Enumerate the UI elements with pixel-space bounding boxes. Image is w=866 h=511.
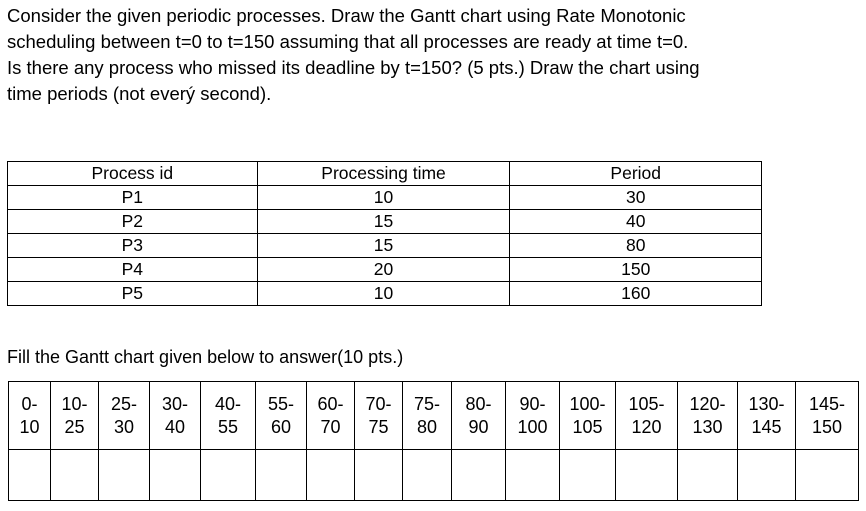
interval-start: 30- xyxy=(161,393,188,414)
gantt-answer-cell[interactable] xyxy=(51,450,99,501)
interval-start: 130- xyxy=(748,393,785,414)
interval-end: 30 xyxy=(113,416,135,437)
gantt-interval-cell xyxy=(9,382,51,450)
gantt-answer-cell[interactable] xyxy=(256,450,307,501)
gantt-interval-cell xyxy=(560,382,616,450)
gantt-interval-cell xyxy=(201,382,256,450)
interval-start: 55- xyxy=(267,393,294,414)
gantt-interval-cell xyxy=(307,382,355,450)
interval-end: 75 xyxy=(368,416,389,437)
processing-time-cell: 15 xyxy=(257,234,510,258)
gantt-answer-cell[interactable] xyxy=(9,450,51,501)
interval-end: 10 xyxy=(19,416,40,437)
gantt-interval-cell xyxy=(796,382,859,450)
interval-start: 100- xyxy=(569,393,606,414)
period-cell: 30 xyxy=(510,186,762,210)
process-table xyxy=(7,161,762,306)
processing-time-cell: 10 xyxy=(257,282,510,306)
question-line-1: Consider the given periodic processes. Draw the Gantt chart using Rate Monotonic xyxy=(7,5,686,26)
gantt-slot-row xyxy=(9,450,859,501)
period-cell: 150 xyxy=(510,258,762,282)
interval-end: 105 xyxy=(572,416,603,437)
gantt-answer-cell[interactable] xyxy=(403,450,452,501)
interval-end: 55 xyxy=(217,416,239,437)
table-row xyxy=(8,282,762,306)
interval-start: 90- xyxy=(519,393,546,414)
process-table-header xyxy=(8,162,762,186)
gantt-interval-cell xyxy=(150,382,201,450)
interval-start: 0- xyxy=(21,393,38,414)
interval-start: 75- xyxy=(413,393,440,414)
process-id-cell: P1 xyxy=(8,186,258,210)
interval-end: 120 xyxy=(631,416,662,437)
gantt-interval-cell xyxy=(738,382,796,450)
interval-end: 145 xyxy=(751,416,782,437)
processing-time-cell: 15 xyxy=(257,210,510,234)
interval-start: 145- xyxy=(808,393,846,414)
interval-end: 60 xyxy=(270,416,292,437)
interval-start: 120- xyxy=(689,393,726,414)
gantt-interval-cell xyxy=(403,382,452,450)
interval-start: 25- xyxy=(110,393,137,414)
gantt-instruction: Fill the Gantt chart given below to answer(10 pts.) xyxy=(7,347,404,367)
gantt-answer-cell[interactable] xyxy=(738,450,796,501)
process-id-cell: P3 xyxy=(8,234,258,258)
gantt-answer-cell[interactable] xyxy=(560,450,616,501)
header-period: Period xyxy=(510,162,762,186)
table-row xyxy=(8,186,762,210)
interval-end: 100 xyxy=(517,416,548,437)
question-line-4: time periods (not everý second). xyxy=(7,83,272,104)
interval-end: 80 xyxy=(416,416,438,437)
table-row xyxy=(8,210,762,234)
gantt-answer-cell[interactable] xyxy=(796,450,859,501)
gantt-answer-cell[interactable] xyxy=(616,450,678,501)
gantt-answer-cell[interactable] xyxy=(678,450,738,501)
process-id-cell: P4 xyxy=(8,258,258,282)
interval-end: 90 xyxy=(468,416,489,437)
gantt-interval-cell xyxy=(678,382,738,450)
process-id-cell: P2 xyxy=(8,210,258,234)
processing-time-cell: 20 xyxy=(257,258,510,282)
question-line-3: Is there any process who missed its deadline by t=150? (5 pts.) Draw the chart using xyxy=(7,57,700,78)
header-process-id: Process id xyxy=(8,162,258,186)
period-cell: 80 xyxy=(510,234,762,258)
gantt-answer-cell[interactable] xyxy=(355,450,403,501)
gantt-interval-cell xyxy=(355,382,403,450)
gantt-interval-cell xyxy=(99,382,150,450)
gantt-interval-cell xyxy=(616,382,678,450)
header-processing-time: Processing time xyxy=(257,162,510,186)
table-row xyxy=(8,234,762,258)
gantt-answer-cell[interactable] xyxy=(307,450,355,501)
period-cell: 40 xyxy=(510,210,762,234)
interval-end: 130 xyxy=(692,416,723,437)
gantt-time-row xyxy=(9,382,859,450)
gantt-chart-table xyxy=(8,381,859,501)
gantt-answer-cell[interactable] xyxy=(452,450,506,501)
interval-start: 60- xyxy=(317,393,344,414)
gantt-answer-cell[interactable] xyxy=(506,450,560,501)
interval-end: 150 xyxy=(811,416,843,437)
period-cell: 160 xyxy=(510,282,762,306)
process-id-cell: P5 xyxy=(8,282,258,306)
gantt-answer-cell[interactable] xyxy=(99,450,150,501)
interval-end: 25 xyxy=(64,416,85,437)
interval-end: 70 xyxy=(320,416,341,437)
interval-start: 40- xyxy=(214,393,241,414)
interval-start: 80- xyxy=(465,393,492,414)
processing-time-cell: 10 xyxy=(257,186,510,210)
gantt-interval-cell xyxy=(506,382,560,450)
gantt-answer-cell[interactable] xyxy=(150,450,201,501)
interval-start: 10- xyxy=(61,393,88,414)
interval-end: 40 xyxy=(164,416,186,437)
gantt-interval-cell xyxy=(452,382,506,450)
table-row xyxy=(8,258,762,282)
gantt-answer-cell[interactable] xyxy=(201,450,256,501)
gantt-interval-cell xyxy=(256,382,307,450)
question-text xyxy=(7,3,857,107)
interval-start: 70- xyxy=(365,393,392,414)
interval-start: 105- xyxy=(628,393,665,414)
question-line-2: scheduling between t=0 to t=150 assuming that all processes are ready at time t=0. xyxy=(7,31,689,52)
gantt-interval-cell xyxy=(51,382,99,450)
